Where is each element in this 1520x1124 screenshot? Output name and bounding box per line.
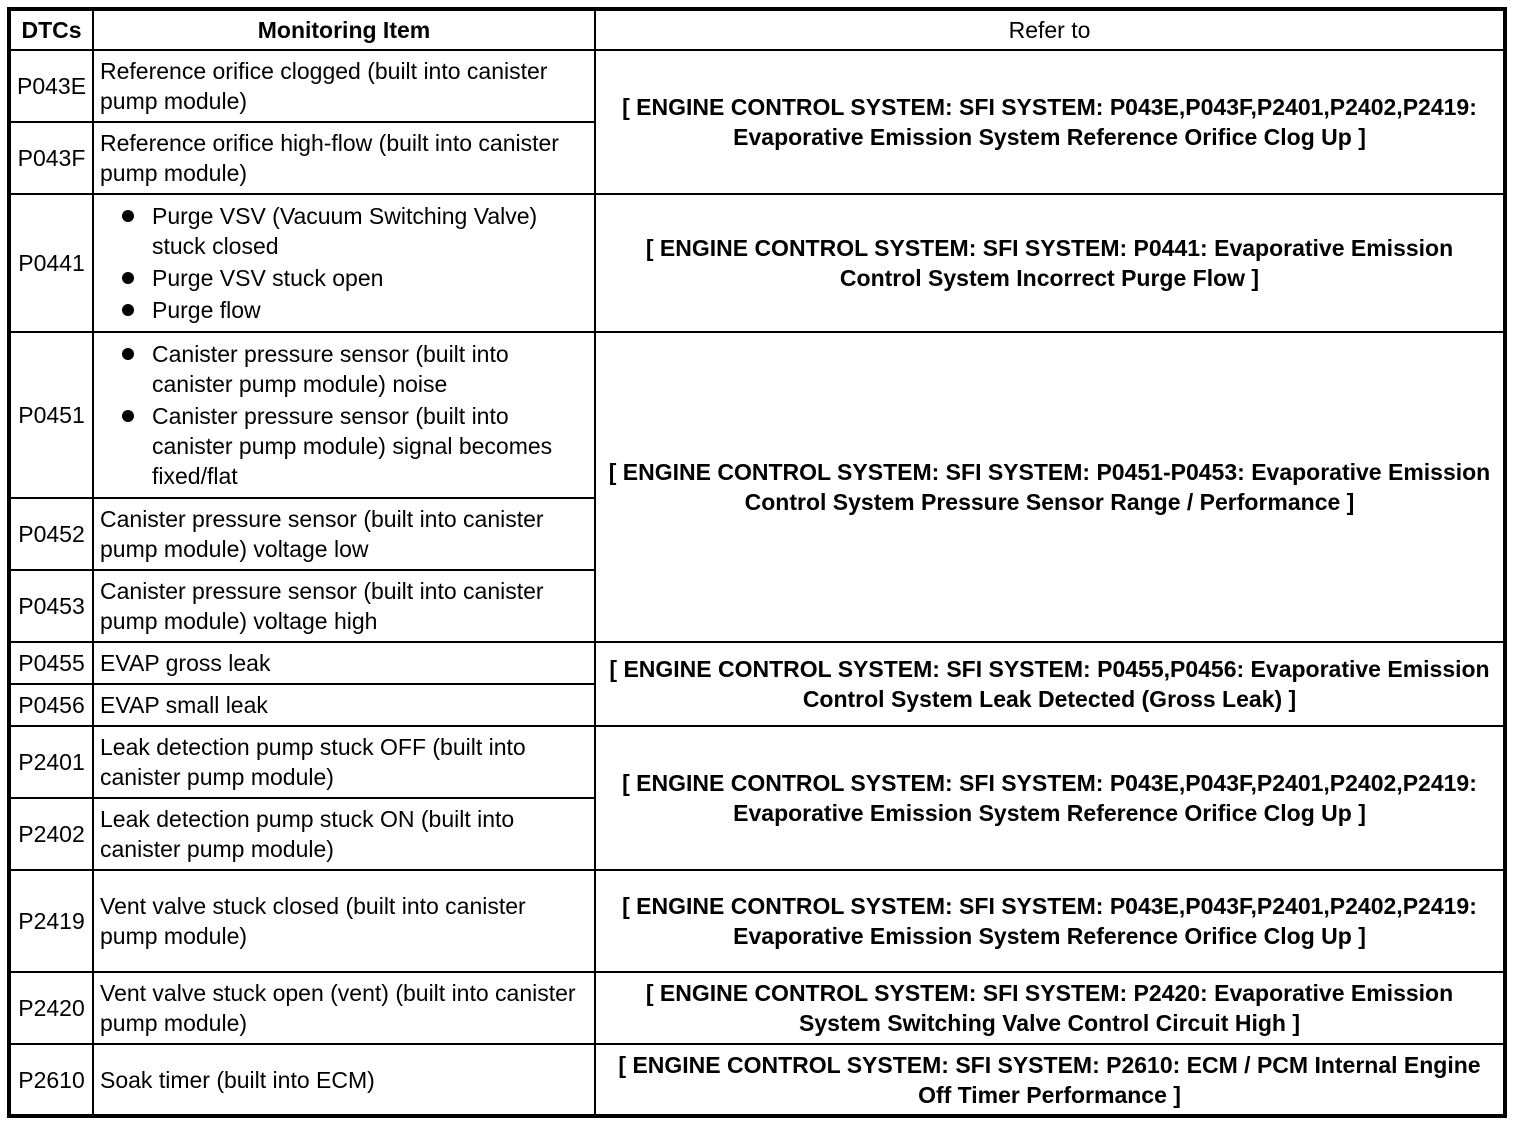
- monitoring-item: Vent valve stuck open (vent) (built into canister pump module): [93, 972, 595, 1044]
- dtc-code: P0456: [9, 684, 93, 726]
- monitoring-item: [93, 332, 595, 498]
- monitoring-item: Leak detection pump stuck OFF (built into canister pump module): [93, 726, 595, 798]
- dtc-code: P043F: [9, 122, 93, 194]
- table-row: [9, 1044, 1505, 1116]
- dtc-code: P2420: [9, 972, 93, 1044]
- monitoring-item: Canister pressure sensor (built into canister pump module) voltage low: [93, 498, 595, 570]
- monitoring-item: [93, 194, 595, 332]
- bullet-text: Purge flow: [152, 297, 261, 323]
- monitoring-item: Soak timer (built into ECM): [93, 1044, 595, 1116]
- bullet-icon: [122, 304, 134, 316]
- monitoring-item: Canister pressure sensor (built into canister pump module) voltage high: [93, 570, 595, 642]
- bullet-icon: [122, 348, 134, 360]
- header-dtcs: DTCs: [9, 9, 93, 50]
- table-row: [9, 972, 1505, 1044]
- refer-to-link[interactable]: [ ENGINE CONTROL SYSTEM: SFI SYSTEM: P043E,P043F,P2401,P2402,P2419: Evaporative Emission System Reference Orifice Clog Up ]: [595, 870, 1505, 972]
- dtc-table-container: [7, 7, 1507, 1117]
- dtc-code: P0455: [9, 642, 93, 684]
- table-row: [9, 50, 1505, 122]
- dtc-table: [7, 7, 1507, 1118]
- dtc-code: P0453: [9, 570, 93, 642]
- list-item: [114, 201, 588, 261]
- monitoring-item: Reference orifice high-flow (built into canister pump module): [93, 122, 595, 194]
- table-row: [9, 642, 1505, 684]
- table-row: [9, 332, 1505, 498]
- monitoring-item: EVAP gross leak: [93, 642, 595, 684]
- bullet-list: [100, 201, 588, 325]
- dtc-code: P0451: [9, 332, 93, 498]
- refer-to-link[interactable]: [ ENGINE CONTROL SYSTEM: SFI SYSTEM: P2420: Evaporative Emission System Switching Valve Control Circuit High ]: [595, 972, 1505, 1044]
- dtc-code: P2402: [9, 798, 93, 870]
- bullet-icon: [122, 210, 134, 222]
- monitoring-item: Vent valve stuck closed (built into canister pump module): [93, 870, 595, 972]
- refer-to-link[interactable]: [ ENGINE CONTROL SYSTEM: SFI SYSTEM: P2610: ECM / PCM Internal Engine Off Timer Performance ]: [595, 1044, 1505, 1116]
- bullet-text: Canister pressure sensor (built into canister pump module) signal becomes fixed/flat: [152, 403, 553, 489]
- list-item: [114, 339, 588, 399]
- dtc-code: P2419: [9, 870, 93, 972]
- refer-to-link[interactable]: [ ENGINE CONTROL SYSTEM: SFI SYSTEM: P0451-P0453: Evaporative Emission Control System Pressure Sensor Range / Performance ]: [595, 332, 1505, 642]
- monitoring-item: EVAP small leak: [93, 684, 595, 726]
- refer-to-link[interactable]: [ ENGINE CONTROL SYSTEM: SFI SYSTEM: P043E,P043F,P2401,P2402,P2419: Evaporative Emission System Reference Orifice Clog Up ]: [595, 50, 1505, 194]
- header-row: [9, 9, 1505, 50]
- header-refer-to: Refer to: [595, 9, 1505, 50]
- dtc-code: P0452: [9, 498, 93, 570]
- dtc-code: P043E: [9, 50, 93, 122]
- monitoring-item: Leak detection pump stuck ON (built into canister pump module): [93, 798, 595, 870]
- header-monitoring-item: Monitoring Item: [93, 9, 595, 50]
- bullet-list: [100, 339, 588, 491]
- monitoring-item: Reference orifice clogged (built into canister pump module): [93, 50, 595, 122]
- list-item: [114, 295, 588, 325]
- bullet-text: Purge VSV (Vacuum Switching Valve) stuck closed: [152, 203, 538, 259]
- dtc-code: P2610: [9, 1044, 93, 1116]
- bullet-icon: [122, 410, 134, 422]
- refer-to-link[interactable]: [ ENGINE CONTROL SYSTEM: SFI SYSTEM: P043E,P043F,P2401,P2402,P2419: Evaporative Emission System Reference Orifice Clog Up ]: [595, 726, 1505, 870]
- list-item: [114, 401, 588, 491]
- bullet-text: Canister pressure sensor (built into canister pump module) noise: [152, 341, 509, 397]
- dtc-code: P2401: [9, 726, 93, 798]
- bullet-text: Purge VSV stuck open: [152, 265, 384, 291]
- refer-to-link[interactable]: [ ENGINE CONTROL SYSTEM: SFI SYSTEM: P0455,P0456: Evaporative Emission Control System Leak Detected (Gross Leak) ]: [595, 642, 1505, 726]
- table-row: [9, 194, 1505, 332]
- table-row: [9, 726, 1505, 798]
- dtc-code: P0441: [9, 194, 93, 332]
- bullet-icon: [122, 272, 134, 284]
- table-row: [9, 870, 1505, 972]
- refer-to-link[interactable]: [ ENGINE CONTROL SYSTEM: SFI SYSTEM: P0441: Evaporative Emission Control System Incorrect Purge Flow ]: [595, 194, 1505, 332]
- list-item: [114, 263, 588, 293]
